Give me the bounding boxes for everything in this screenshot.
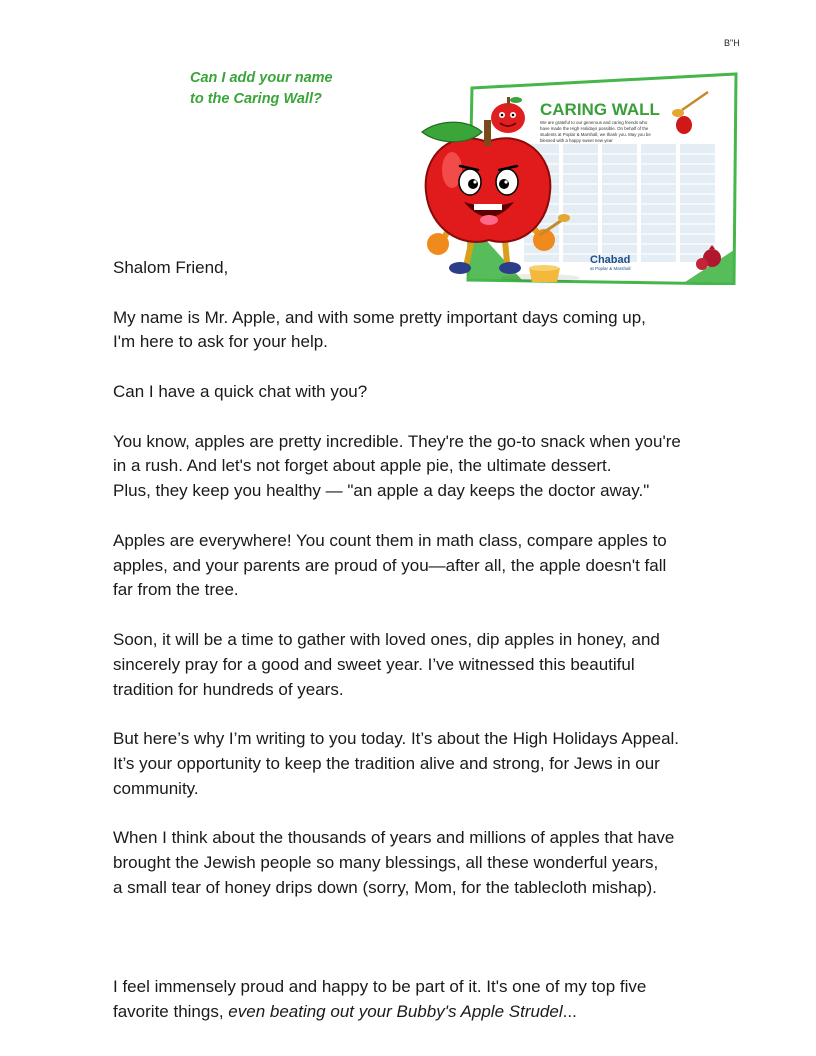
- paragraph-line: tradition for hundreds of years.: [113, 679, 344, 699]
- paragraph-line: a small tear of honey drips down (sorry, Mom, for the tablecloth mishap).: [113, 877, 657, 897]
- callout-line-1: Can I add your name: [190, 70, 333, 86]
- paragraph-line: Apples are everywhere! You count them in math class, compare apples to: [113, 530, 667, 550]
- paragraph-line: sincerely pray for a good and sweet year. I’ve witnessed this beautiful: [113, 654, 635, 674]
- paragraph-line: community.: [113, 778, 199, 798]
- callout-line-2: to the Caring Wall?: [190, 91, 322, 107]
- paragraph-line: When I think about the thousands of years and millions of apples that have: [113, 828, 675, 848]
- paragraph-line: in a rush. And let's not forget about apple pie, the ultimate dessert.: [113, 456, 612, 476]
- closing-plain-text: favorite things,: [113, 1001, 229, 1021]
- mr-apple-caring-wall-illustration: [412, 70, 742, 285]
- poster-blurb-line: We are grateful to our generous and caring friends who: [540, 120, 648, 125]
- letter-body: [113, 256, 763, 1024]
- closing-ellipsis: ...: [562, 1001, 577, 1021]
- closing-line: [113, 1000, 763, 1025]
- paragraph-line: But here’s why I’m writing to you today. It’s about the High Holidays Appeal.: [113, 729, 680, 749]
- paragraph-line: Plus, they keep you healthy — "an apple a day keeps the doctor away.": [113, 481, 650, 501]
- paragraph-line: I'm here to ask for your help.: [113, 332, 328, 352]
- caring-wall-callout: [190, 68, 390, 110]
- paragraph-line: brought the Jewish people so many blessings, all these wonderful years,: [113, 853, 659, 873]
- poster-blurb-line: have made the High Holidays possible. On behalf of the: [540, 126, 649, 131]
- letter-greeting: Shalom Friend,: [113, 258, 229, 277]
- paragraph-line: My name is Mr. Apple, and with some pretty important days coming up,: [113, 307, 646, 327]
- paragraph-line: Can I have a quick chat with you?: [113, 381, 368, 401]
- closing-italic-text: even beating out your Bubby's Apple Strudel: [228, 1001, 563, 1021]
- poster-brand-subtitle: at Poplar & Marshall: [590, 266, 631, 271]
- paragraph-line: Soon, it will be a time to gather with loved ones, dip apples in honey, and: [113, 629, 660, 649]
- poster-blurb-line: blessed with a happy sweet new year: [540, 138, 613, 143]
- paragraph-line: far from the tree.: [113, 580, 239, 600]
- poster-brand-logo: Chabad: [590, 254, 631, 266]
- poster-title: CARING WALL: [540, 100, 660, 119]
- paragraph-line: It’s your opportunity to keep the tradition alive and strong, for Jews in our: [113, 753, 660, 773]
- poster-blurb-line: students at Poplar & Marshall, we thank you. May you be: [540, 132, 651, 137]
- paragraph-line: You know, apples are pretty incredible. They're the go-to snack when you're: [113, 431, 681, 451]
- paragraph-line: I feel immensely proud and happy to be part of it. It's one of my top five: [113, 976, 647, 996]
- header-mark: B"H: [724, 38, 740, 48]
- paragraph-line: apples, and your parents are proud of you—after all, the apple doesn't fall: [113, 555, 667, 575]
